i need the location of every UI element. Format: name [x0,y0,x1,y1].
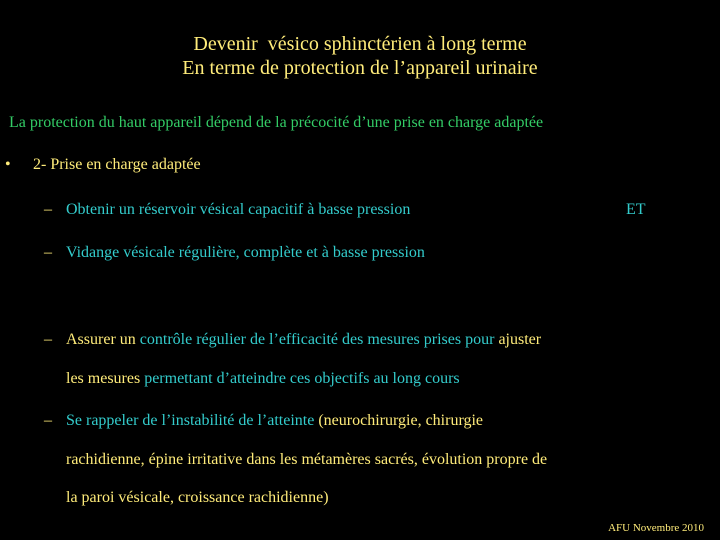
item-text: Obtenir un réservoir vésical capacitif à basse pression [66,201,411,218]
title-line-1: Devenir vésico sphinctérien à long terme [193,33,527,55]
list-item-vidange [44,244,425,262]
list-item-rappel [44,412,483,430]
dash-marker: – [44,412,52,429]
slide-title [0,32,720,80]
title-line-2: En terme de protection de l’appareil urinaire [182,57,538,79]
item-text-yellow: les mesures [66,370,145,387]
dash-marker: – [44,244,52,261]
list-item-rappel-continued-2: la paroi vésicale, croissance rachidienne) [66,489,329,506]
list-item-rappel-continued: rachidienne, épine irritative dans les métamères sacrés, évolution propre de [66,451,548,468]
bullet-text: 2- Prise en charge adaptée [33,156,201,173]
bullet-marker: • [5,156,11,173]
item-text-yellow: (neurochirurgie, chirurgie [318,412,484,429]
item-text-yellow: Assurer un [66,331,140,348]
item-text-cyan: permettant d’atteindre ces objectifs au long cours [144,370,460,387]
footer-label: AFU Novembre 2010 [608,522,704,534]
item-text-yellow: ajuster [498,331,542,348]
dash-marker: – [44,331,52,348]
item-text-cyan: contrôle régulier de l’efficacité des mesures prises pour [139,331,499,348]
dash-marker: – [44,201,52,218]
bullet-point [5,156,201,174]
et-label: ET [626,201,646,218]
item-text: Vidange vésicale régulière, complète et à basse pression [66,244,425,261]
item-text-cyan: Se rappeler de l’instabilité de l’atteinte [66,412,319,429]
list-item-controle-continued [66,370,460,388]
list-item-controle [44,331,541,349]
list-item-reservoir [44,201,410,219]
slide-subtitle: La protection du haut appareil dépend de la précocité d’une prise en charge adaptée [9,114,544,131]
